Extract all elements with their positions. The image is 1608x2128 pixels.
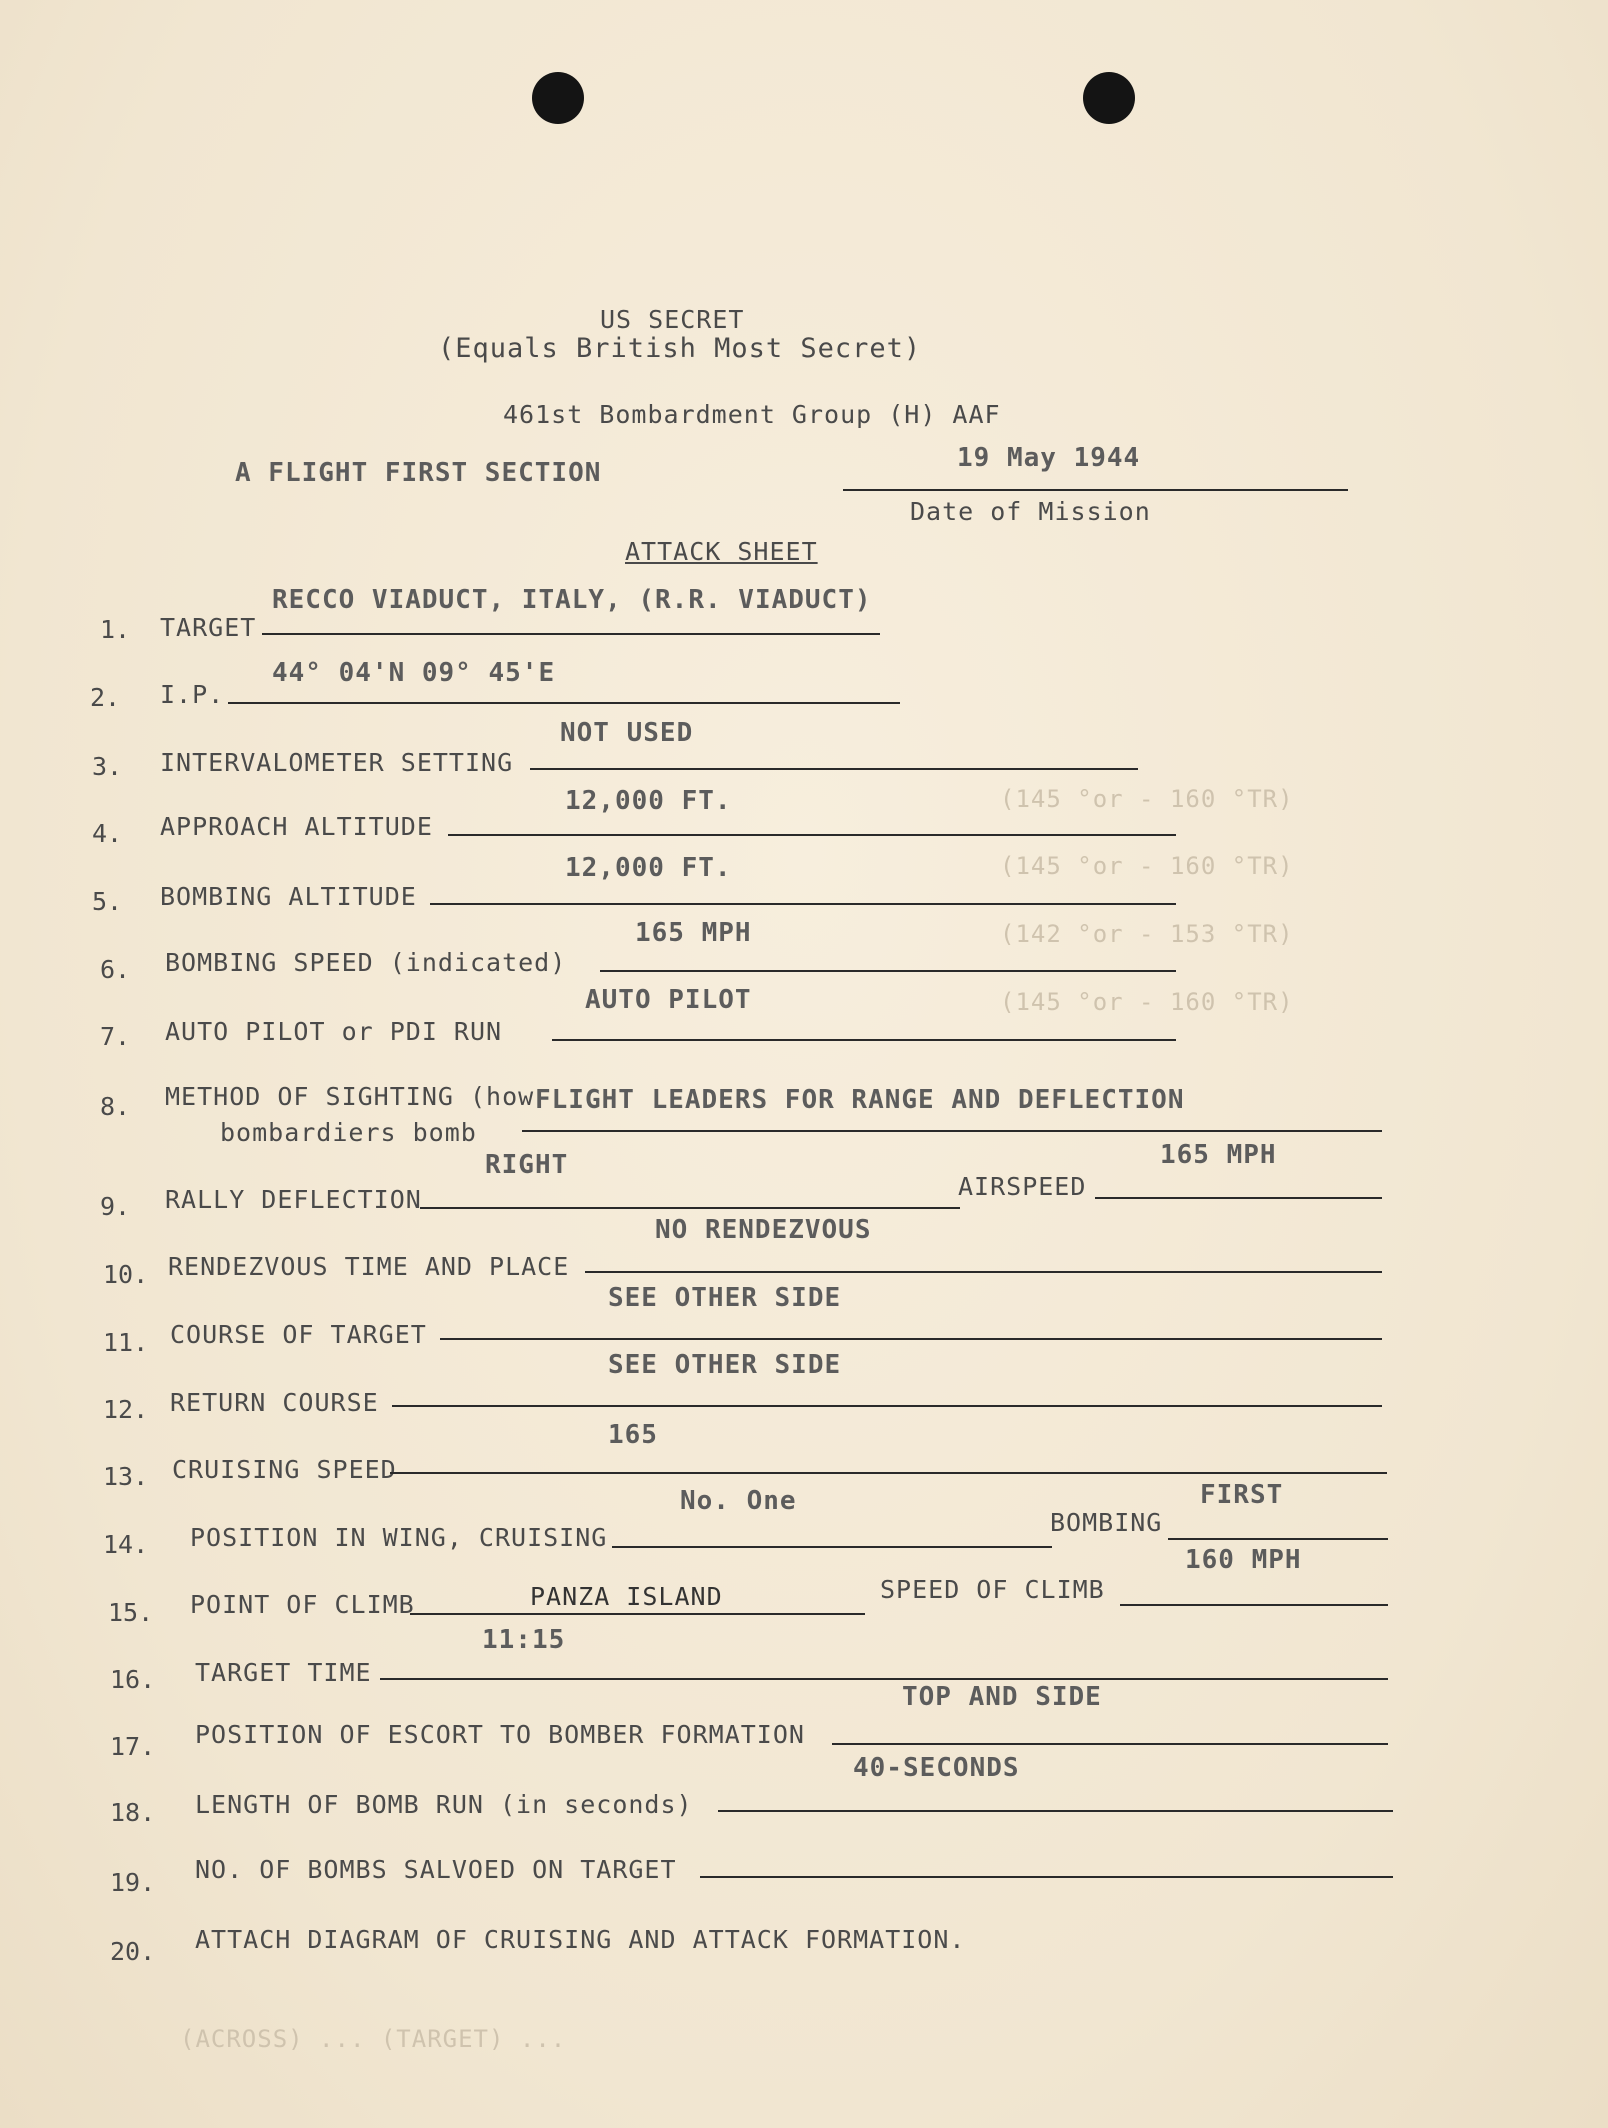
item-value: SEE OTHER SIDE <box>608 1283 842 1313</box>
fill-line <box>718 1810 1393 1812</box>
fill-line <box>1168 1538 1388 1540</box>
bleed-through-text: (142 °or - 153 °TR) <box>1000 920 1294 948</box>
fill-line <box>522 1130 1382 1132</box>
fill-line <box>612 1546 1052 1548</box>
item-value: 165 MPH <box>635 918 752 948</box>
item-number: 19. <box>110 1868 156 1897</box>
fill-line <box>700 1876 1393 1878</box>
fill-line <box>440 1338 1382 1340</box>
item-secondary-value: 160 MPH <box>1185 1545 1302 1575</box>
item-value: AUTO PILOT <box>585 985 752 1015</box>
item-value: 44° 04'N 09° 45'E <box>272 658 556 688</box>
item-secondary-value: FIRST <box>1200 1480 1284 1510</box>
item-number: 18. <box>110 1798 156 1827</box>
item-label: I.P. <box>160 680 225 709</box>
item-label: POSITION OF ESCORT TO BOMBER FORMATION <box>195 1720 805 1749</box>
fill-line <box>1095 1197 1382 1199</box>
item-label: POSITION IN WING, CRUISING <box>190 1523 608 1552</box>
item-label: TARGET TIME <box>195 1658 372 1687</box>
item-value: 165 <box>608 1420 658 1450</box>
item-value: TOP AND SIDE <box>902 1682 1102 1712</box>
item-value: NOT USED <box>560 718 694 748</box>
item-value: NO RENDEZVOUS <box>655 1215 872 1245</box>
unit-name: 461st Bombardment Group (H) AAF <box>503 400 1001 429</box>
item-number: 5. <box>92 887 123 916</box>
item-label: BOMBING ALTITUDE <box>160 882 417 911</box>
fill-line <box>585 1271 1382 1273</box>
item-value: No. One <box>680 1486 797 1516</box>
classification-equivalent: (Equals British Most Secret) <box>438 333 922 364</box>
fill-line <box>390 1472 1387 1474</box>
item-label: INTERVALOMETER SETTING <box>160 748 514 777</box>
item-label: METHOD OF SIGHTING (how <box>165 1082 535 1111</box>
item-secondary-label: BOMBING <box>1050 1508 1163 1537</box>
bleed-through-text: (145 °or - 160 °TR) <box>1000 988 1294 1016</box>
date-line <box>843 489 1348 491</box>
item-number: 10. <box>103 1260 149 1289</box>
item-value: PANZA ISLAND <box>530 1582 723 1611</box>
item-number: 16. <box>110 1665 156 1694</box>
item-number: 8. <box>100 1092 131 1121</box>
item-label: NO. OF BOMBS SALVOED ON TARGET <box>195 1855 677 1884</box>
item-value: 12,000 FT. <box>565 853 732 883</box>
classification: US SECRET <box>600 305 745 334</box>
item-number: 17. <box>110 1732 156 1761</box>
date-label: Date of Mission <box>910 497 1151 526</box>
fill-line <box>420 1207 960 1209</box>
item-label: ATTACH DIAGRAM OF CRUISING AND ATTACK FORMATION. <box>195 1925 966 1954</box>
fill-line <box>832 1743 1388 1745</box>
item-number: 20. <box>110 1937 156 1966</box>
item-number: 7. <box>100 1022 131 1051</box>
item-label: AUTO PILOT or PDI RUN <box>165 1017 503 1046</box>
item-number: 2. <box>90 683 121 712</box>
item-number: 1. <box>100 615 131 644</box>
item-value: 11:15 <box>482 1625 566 1655</box>
item-value: RIGHT <box>485 1150 569 1180</box>
fill-line <box>228 702 900 704</box>
item-label: RENDEZVOUS TIME AND PLACE <box>168 1252 570 1281</box>
item-label: CRUISING SPEED <box>172 1455 397 1484</box>
item-label: TARGET <box>160 613 257 642</box>
fill-line <box>1120 1604 1388 1606</box>
fill-line <box>448 834 1176 836</box>
bleed-through-text: (ACROSS) ... (TARGET) ... <box>180 2025 567 2053</box>
item-value: 12,000 FT. <box>565 786 732 816</box>
fill-line <box>410 1613 865 1615</box>
item-value: FLIGHT LEADERS FOR RANGE AND DEFLECTION <box>535 1085 1185 1115</box>
fill-line <box>430 903 1176 905</box>
item-label-continued: bombardiers bomb <box>220 1118 477 1147</box>
bleed-through-text: (145 °or - 160 °TR) <box>1000 785 1294 813</box>
bleed-through-text: (145 °or - 160 °TR) <box>1000 852 1294 880</box>
item-label: POINT OF CLIMB <box>190 1590 415 1619</box>
item-secondary-label: SPEED OF CLIMB <box>880 1575 1105 1604</box>
item-secondary-label: AIRSPEED <box>958 1172 1087 1201</box>
punch-hole-right <box>1083 72 1135 124</box>
item-number: 4. <box>92 819 123 848</box>
item-number: 15. <box>108 1598 154 1627</box>
item-label: APPROACH ALTITUDE <box>160 812 433 841</box>
item-number: 12. <box>103 1395 149 1424</box>
item-secondary-value: 165 MPH <box>1160 1140 1277 1170</box>
flight-section: A FLIGHT FIRST SECTION <box>235 458 602 488</box>
item-number: 14. <box>103 1530 149 1559</box>
item-number: 11. <box>103 1328 149 1357</box>
item-value: SEE OTHER SIDE <box>608 1350 842 1380</box>
item-value: 40-SECONDS <box>853 1753 1020 1783</box>
fill-line <box>392 1405 1382 1407</box>
item-value: RECCO VIADUCT, ITALY, (R.R. VIADUCT) <box>272 585 872 615</box>
fill-line <box>262 633 880 635</box>
item-label: RETURN COURSE <box>170 1388 379 1417</box>
mission-date: 19 May 1944 <box>957 443 1141 473</box>
item-label: COURSE OF TARGET <box>170 1320 427 1349</box>
item-number: 6. <box>100 955 131 984</box>
form-title: ATTACK SHEET <box>625 537 818 566</box>
item-label: BOMBING SPEED (indicated) <box>165 948 567 977</box>
punch-hole-left <box>532 72 584 124</box>
item-number: 13. <box>103 1462 149 1491</box>
item-number: 3. <box>92 752 123 781</box>
item-number: 9. <box>100 1192 131 1221</box>
fill-line <box>600 970 1176 972</box>
fill-line <box>380 1678 1388 1680</box>
item-label: RALLY DEFLECTION <box>165 1185 422 1214</box>
fill-line <box>530 768 1138 770</box>
item-label: LENGTH OF BOMB RUN (in seconds) <box>195 1790 693 1819</box>
fill-line <box>552 1039 1176 1041</box>
